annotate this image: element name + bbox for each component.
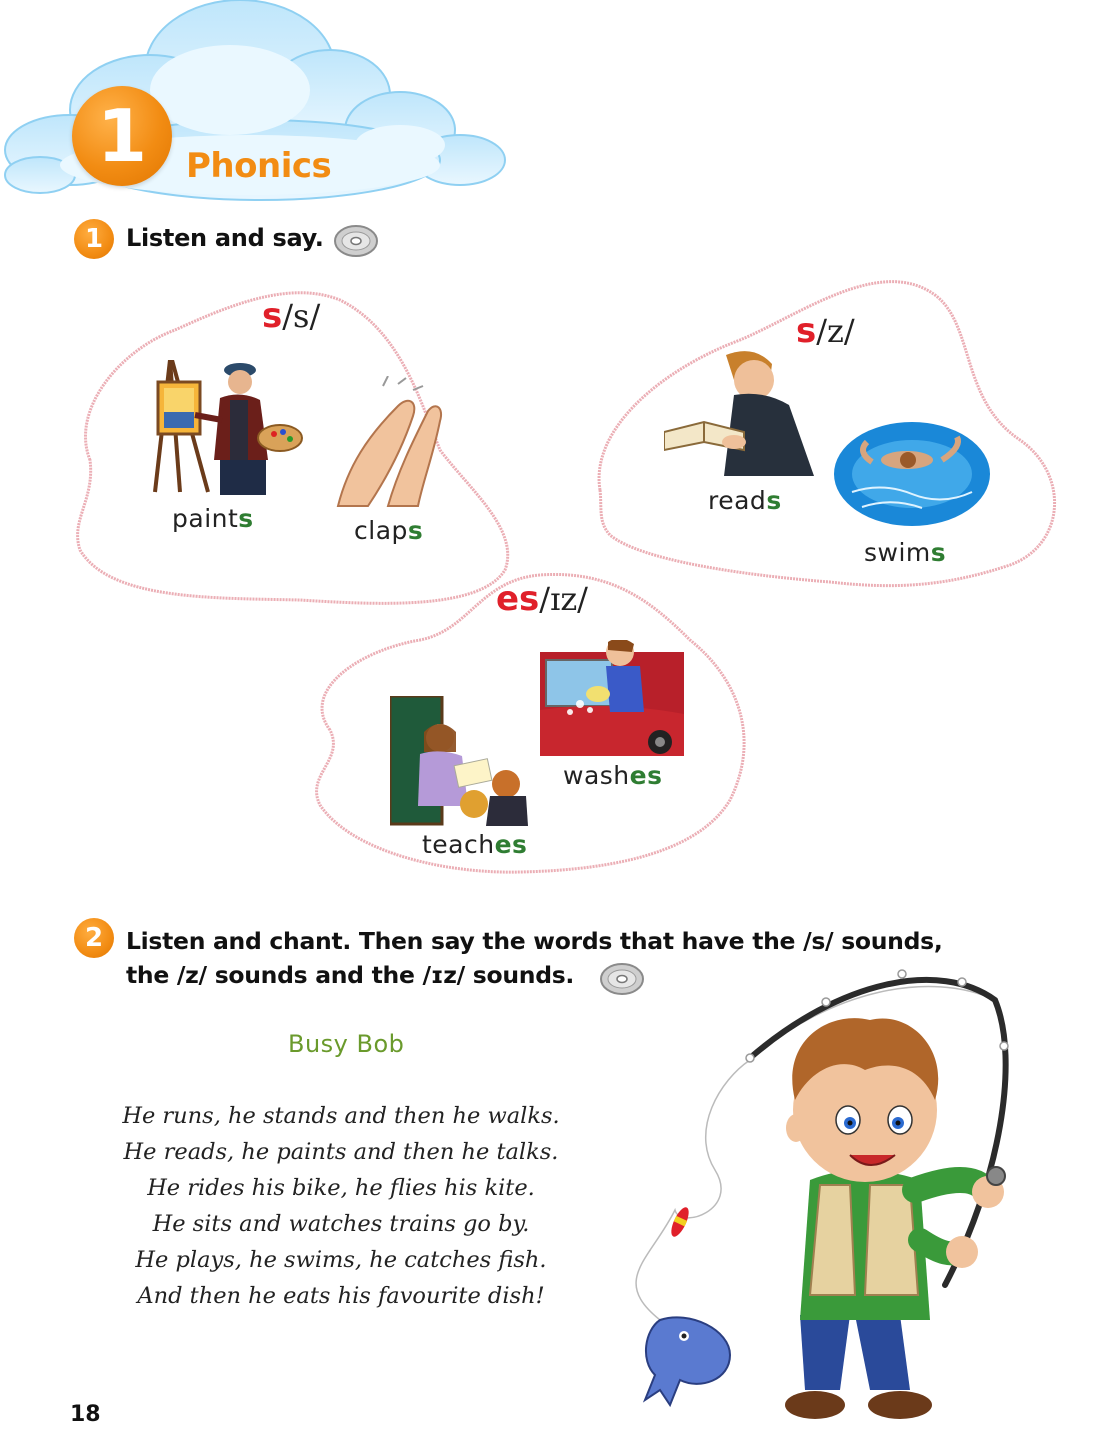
sound-letters: es [496,579,540,619]
clapping-hands-image [328,376,448,511]
exercise-2-instruction-line-1: Listen and chant. Then say the words that have the /s/ sounds, [126,927,943,955]
word-ending: s [930,538,947,567]
word-stem: read [708,486,767,515]
word-stem: swim [864,538,931,567]
unit-title: Phonics [186,146,332,186]
chant-title: Busy Bob [288,1030,405,1058]
sound-label-z [796,311,855,351]
cd-icon[interactable] [334,224,378,258]
exercise-1-instruction: Listen and say. [126,224,324,252]
chant-line: He reads, he paints and then he talks. [123,1139,559,1165]
ipa-symbol: /z/ [816,312,855,350]
word-ending: s [238,504,254,533]
chant-line: And then he eats his favourite dish! [137,1283,545,1309]
word-swims [864,538,946,567]
word-stem: paint [172,504,239,533]
word-ending: s [766,486,782,515]
fishing-boy-image [600,960,1080,1430]
word-ending: es [629,761,663,790]
chant-line: He plays, he swims, he catches fish. [135,1247,547,1273]
ipa-symbol: /s/ [282,297,321,335]
sound-letters: s [796,311,817,351]
teacher-image [390,696,528,826]
word-stem: teach [422,830,495,859]
word-washes [563,761,662,790]
exercise-1-number: 1 [74,219,114,259]
sound-label-iz [496,579,588,619]
chant-text [110,1098,572,1314]
sound-label-s [262,296,320,336]
unit-number-badge: 1 [72,86,172,186]
exercise-2-instruction-line-2: the /z/ sounds and the /ɪz/ sounds. [126,961,575,989]
page-number: 18 [70,1402,101,1427]
word-paints [172,504,254,533]
word-stem: clap [354,516,408,545]
boy-washing-car-image [540,640,684,758]
swimmer-image [832,412,992,532]
ipa-symbol: /ɪz/ [539,580,588,618]
chant-line: He runs, he stands and then he walks. [122,1103,560,1129]
sound-letters: s [262,296,283,336]
word-claps [354,516,423,545]
word-teaches [422,830,527,859]
exercise-2-number: 2 [74,918,114,958]
chant-line: He rides his bike, he flies his kite. [147,1175,535,1201]
painter-image [150,360,305,495]
boy-reading-image [664,350,824,478]
word-stem: wash [563,761,630,790]
word-reads [708,486,782,515]
word-ending: es [494,830,528,859]
word-ending: s [407,516,424,545]
chant-line: He sits and watches trains go by. [152,1211,530,1237]
phonics-bubbles [0,260,1111,890]
